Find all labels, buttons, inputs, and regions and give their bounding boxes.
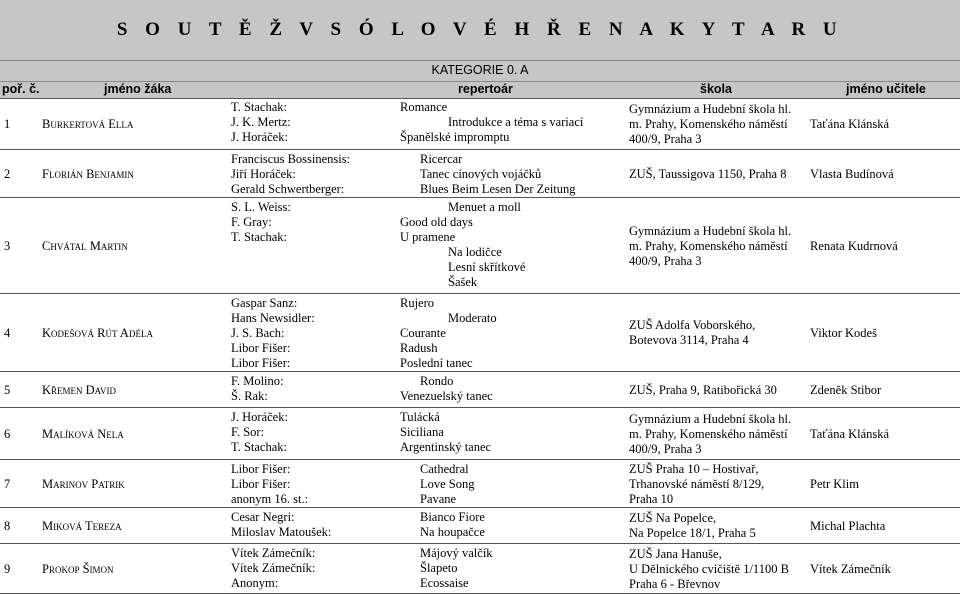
composer: Libor Fišer: — [231, 356, 291, 370]
composer: Gaspar Sanz: — [231, 296, 298, 310]
student-name: Chvátal Martin — [42, 239, 128, 253]
row-number: 3 — [4, 239, 11, 253]
piece-title: Rondo — [420, 374, 454, 388]
school-line: ZUŠ Adolfa Voborského, — [629, 318, 756, 332]
composer: Vítek Zámečník: — [231, 561, 316, 575]
row-number: 2 — [4, 167, 11, 181]
school-line: Trhanovské náměstí 8/129, — [629, 477, 765, 491]
teacher-name: Petr Klim — [810, 477, 859, 491]
school-line: Gymnázium a Hudební škola hl. — [629, 224, 792, 238]
row-number: 6 — [4, 427, 11, 441]
school-line: Botevova 3114, Praha 4 — [629, 333, 749, 347]
header-teacher: jméno učitele — [846, 82, 926, 96]
composer: Hans Newsidler: — [231, 311, 315, 325]
school-line: ZUŠ, Praha 9, Ratibořická 30 — [629, 383, 777, 397]
school-line: ZUŠ, Taussigova 1150, Praha 8 — [629, 167, 787, 181]
piece-title: Blues Beim Lesen Der Zeitung — [420, 182, 576, 196]
piece-title: Na houpačce — [420, 525, 485, 539]
piece-title: Argentinský tanec — [400, 440, 492, 454]
piece-title: Venezuelský tanec — [400, 389, 493, 403]
teacher-name: Taťána Klánská — [810, 117, 890, 131]
table-row — [0, 294, 960, 372]
school-line: m. Prahy, Komenského náměstí — [629, 427, 788, 441]
piece-title: Good old days — [400, 215, 473, 229]
composer: Anonym: — [231, 576, 279, 590]
composer: Gerald Schwertberger: — [231, 182, 345, 196]
composer: Libor Fišer: — [231, 477, 291, 491]
teacher-name: Michal Plachta — [810, 519, 886, 533]
category-label: KATEGORIE 0. A — [431, 63, 529, 77]
category-band — [0, 60, 960, 82]
page-title: S O U T Ě Ž V S Ó L O V É H Ř E N A K Y T A R U — [116, 19, 844, 40]
piece-title: Na lodičce — [448, 245, 502, 259]
school-line: m. Prahy, Komenského náměstí — [629, 117, 788, 131]
piece-title: Májový valčík — [420, 546, 493, 560]
student-name: Miková Tereza — [42, 519, 122, 533]
teacher-name: Viktor Kodeš — [810, 326, 877, 340]
composer: Cesar Negri: — [231, 510, 295, 524]
piece-title: Cathedral — [420, 462, 469, 476]
composer: Vítek Zámečník: — [231, 546, 316, 560]
composer: Miloslav Matoušek: — [231, 525, 332, 539]
piece-title: Ecossaise — [420, 576, 469, 590]
composer: F. Molino: — [231, 374, 284, 388]
composer: T. Stachak: — [231, 230, 287, 244]
piece-title: Španělské impromptu — [400, 130, 510, 144]
piece-title: Menuet a moll — [448, 200, 521, 214]
composer: Š. Rak: — [231, 389, 268, 403]
piece-title: U pramene — [400, 230, 456, 244]
composer: Libor Fišer: — [231, 462, 291, 476]
composer: J. Horáček: — [231, 130, 288, 144]
student-name: Kodešová Rút Adéla — [42, 326, 153, 340]
row-number: 5 — [4, 383, 11, 397]
school-line: ZUŠ Praha 10 – Hostivař, — [629, 462, 759, 476]
table-row — [0, 150, 960, 198]
row-number: 9 — [4, 562, 11, 576]
school-line: Praha 6 - Břevnov — [629, 577, 721, 591]
composer: Franciscus Bossinensis: — [231, 152, 351, 166]
composer: T. Stachak: — [231, 100, 287, 114]
piece-title: Siciliana — [400, 425, 444, 439]
piece-title: Romance — [400, 100, 448, 114]
school-line: Na Popelce 18/1, Praha 5 — [629, 526, 756, 540]
table-row — [0, 372, 960, 408]
student-name: Malíková Nela — [42, 427, 124, 441]
composer: Libor Fišer: — [231, 341, 291, 355]
school-line: U Dělnického cvičiště 1/1100 B — [629, 562, 789, 576]
teacher-name: Vlasta Budínová — [810, 167, 894, 181]
table-row — [0, 460, 960, 508]
table-row — [0, 198, 960, 294]
school-line: ZUŠ Jana Hanuše, — [629, 547, 722, 561]
composer: Jiří Horáček: — [231, 167, 296, 181]
composer: S. L. Weiss: — [231, 200, 291, 214]
composer: J. K. Mertz: — [231, 115, 291, 129]
piece-title: Poslední tanec — [400, 356, 473, 370]
table-header — [0, 81, 960, 99]
piece-title: Bianco Fiore — [420, 510, 485, 524]
teacher-name: Taťána Klánská — [810, 427, 890, 441]
row-number: 4 — [4, 326, 11, 340]
table-row — [0, 98, 960, 150]
school-line: Gymnázium a Hudební škola hl. — [629, 412, 792, 426]
piece-title: Moderato — [448, 311, 497, 325]
piece-title: Pavane — [420, 492, 457, 506]
student-name: Marinov Patrik — [42, 477, 125, 491]
school-line: m. Prahy, Komenského náměstí — [629, 239, 788, 253]
school-line: 400/9, Praha 3 — [629, 132, 702, 146]
piece-title: Love Song — [420, 477, 475, 491]
teacher-name: Vítek Zámečník — [810, 562, 891, 576]
piece-title: Lesní skřítkové — [448, 260, 526, 274]
header-name: jméno žáka — [104, 82, 172, 96]
piece-title: Radush — [400, 341, 438, 355]
school-line: Gymnázium a Hudební škola hl. — [629, 102, 792, 116]
composer: J. Horáček: — [231, 410, 288, 424]
table-row — [0, 508, 960, 544]
row-number: 7 — [4, 477, 11, 491]
piece-title: Šašek — [448, 275, 478, 289]
school-line: 400/9, Praha 3 — [629, 254, 702, 268]
piece-title: Tanec cínových vojáčků — [420, 167, 542, 181]
piece-title: Introdukce a téma s variací — [448, 115, 584, 129]
composer: T. Stachak: — [231, 440, 287, 454]
school-line: Praha 10 — [629, 492, 674, 506]
piece-title: Šlapeto — [420, 561, 458, 575]
composer: F. Gray: — [231, 215, 272, 229]
title-band — [0, 0, 960, 60]
piece-title: Courante — [400, 326, 446, 340]
header-no: poř. č. — [2, 82, 40, 96]
student-name: Burkertová Ella — [42, 117, 134, 131]
header-school: škola — [700, 82, 732, 96]
teacher-name: Zdeněk Stibor — [810, 383, 882, 397]
teacher-name: Renata Kudrnová — [810, 239, 898, 253]
row-number: 1 — [4, 117, 11, 131]
composer: F. Sor: — [231, 425, 265, 439]
piece-title: Rujero — [400, 296, 435, 310]
student-name: Prokop Šimon — [42, 562, 114, 576]
school-line: 400/9, Praha 3 — [629, 442, 702, 456]
header-repertoire: repertoár — [458, 82, 513, 96]
student-name: Florián Benjamin — [42, 167, 134, 181]
student-name: Křemen David — [42, 383, 117, 397]
piece-title: Ricercar — [420, 152, 463, 166]
table-row — [0, 408, 960, 460]
row-number: 8 — [4, 519, 11, 533]
composer: J. S. Bach: — [231, 326, 285, 340]
table-row — [0, 544, 960, 594]
composer: anonym 16. st.: — [231, 492, 309, 506]
piece-title: Tulácká — [400, 410, 440, 424]
school-line: ZUŠ Na Popelce, — [629, 511, 717, 525]
